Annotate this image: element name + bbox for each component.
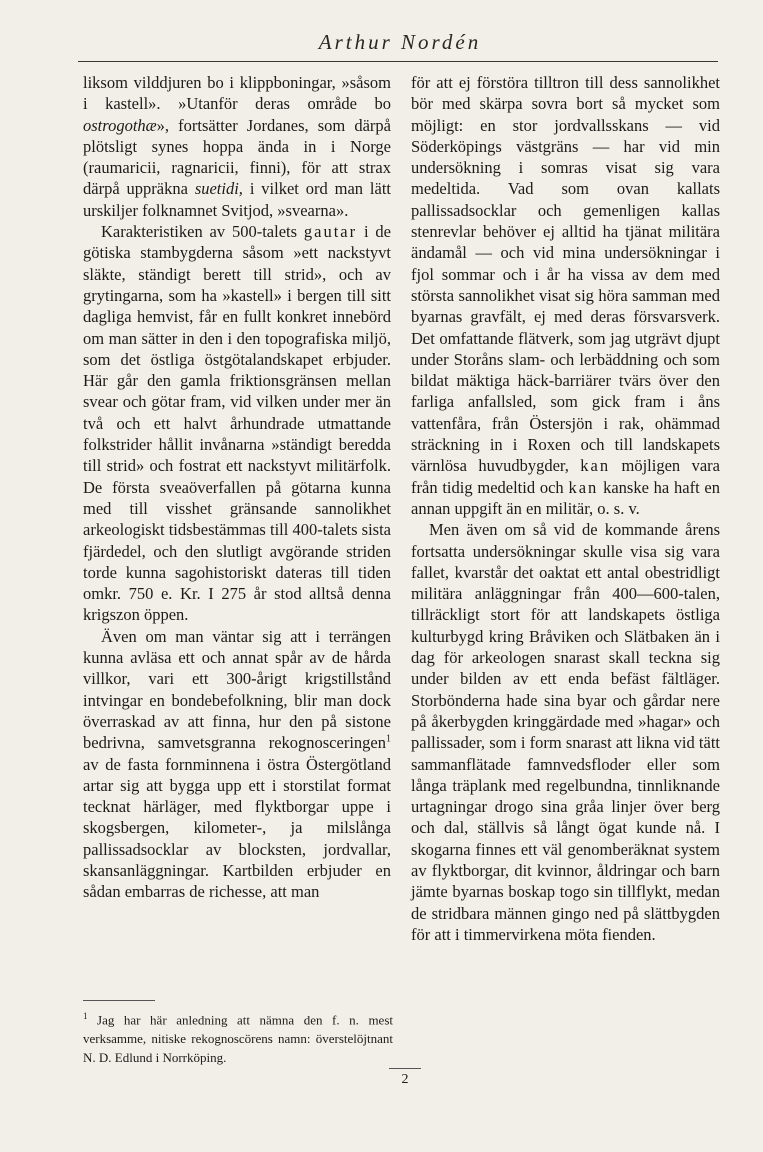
paragraph — [83, 626, 391, 903]
header-rule — [78, 61, 718, 62]
footnote-text: Jag har här anledning att nämna den f. n. mest verksamme, nitiske rekognoscörens namn: överstelöjtnant N. D. Edlund i Norrköping. — [83, 1012, 393, 1066]
page-number-rule — [389, 1068, 421, 1069]
footnote-reference[interactable]: 1 — [386, 733, 391, 745]
paragraph — [411, 72, 720, 519]
text-span: av de fasta fornminnena i östra Östergötland artar sig att bygga upp ett i storstilat format tecknat härläger, med flyktborgar uppe i skogsbergen, kilometer-, ja milslånga pallissadsocklar av blocksten, jordvallar, skansanläggningar. Kartbilden erbjuder en sådan embarras de richesse, att man — [83, 754, 391, 902]
paragraph — [83, 221, 391, 626]
right-column — [411, 72, 720, 945]
running-header: Arthur Nordén — [318, 30, 482, 54]
text-span: liksom vilddjuren bo i klippboningar, »såsom i kastell». »Utanför deras område bo — [83, 73, 391, 114]
spaced-text: kan — [580, 456, 611, 476]
text-span: i vilket ord man lätt urskiljer folknamnet Svitjod, »svearna». — [83, 179, 391, 220]
paragraph — [83, 72, 391, 221]
text-span: kanske ha haft en annan uppgift än en militär, o. s. v. — [411, 477, 721, 518]
text-span: för att ej förstöra tilltron till dess sannolikhet bör med skärpa sovra bort så mycket som möjligt: en stor jordvallsskans — vid Söderköpings västgräns — har vid min undersökning i somras visat sig vara medeltida. Vad som ovan kallats pallissadsocklar och gemenligen kallas stenrevlar behöver ej alltid ha tjänat militära ändamål — och vid mina undersökningar i fjol sommar och i år ha vissa av dem med största sannolikhet visat sig höra samman med byarnas gravfält, ej med deras försvarsverk. Det omfattande flätverk, som jag utgrävt djupt under Storåns slam- och lerbäddning och som bildat mäktiga häck-barriärer tvärs över den farliga anfallsled, som gick fram i åns vattenfåra, från Östersjön i rak, ohämmad sträckning in i Roxen och till landskapets värnlösa huvudbygder, — [411, 73, 720, 476]
footnote — [83, 1007, 393, 1067]
text-span: Karakteristiken av 500-talets — [101, 222, 304, 242]
spaced-text: kan — [568, 477, 599, 497]
text-span: i de götiska stambygderna såsom »ett nackstyvt släkte, ständigt berett till strid», och av grytingarna, som ha »kastell» i bergen till sitt dagliga hemvist, får en fullt konkret innebörd om man sätter in den i den topografiska miljö, som det östliga östgötalandskapet erbjuder. Här går den gamla friktionsgränsen mellan svear och götar fram, vid vilken under mer än två och ett halvt århundrade utmattande folkstrider hållit invånarna »ständigt beredda till strid» och fostrat ett nackstyvt militärfolk. De första sveaöverfallen på götarna kunna med till visshet gränsande sannolikhet arkeologiskt tidsbestämmas till 400-talets sista fjärdedel, och den slutligt avgörande striden torde kunna sagohistoriskt dateras till tiden omkr. 750 e. Kr. I 275 år stod alltså denna krigszon öppen. — [83, 222, 391, 625]
spaced-text: gautar — [303, 222, 358, 242]
italic-text: suetidi, — [194, 179, 243, 199]
text-span: Men även om så vid de kommande årens fortsatta undersökningar skulle visa sig vara fallet, kvarstår det oaktat ett antal obestridligt militära anläggningar från 400—600-talen, tillräckligt stort för att landskapets östliga kulturbygd kring Bråviken och Slätbaken än i dag för arkeologen snarast skall teckna sig under bilden av ett enda befäst fältläger. Storbönderna hade sina byar och gårdar nere på åkerbygden kringgärdade med »hagar» och pallissader, som i form snarast att likna vid tätt sammanflätade famnvedsfloder eller som långa träplank med regelbundna, tinnliknande urtagningar drogo sina gråa linjer över berg och dal, ställvis så långt ögat kunde nå. I skogarna finnes ett väl genomberäknat system av flyktborgar, dit kvinnor, åldringar och barn jämte byarnas boskap togo sin tillflykt, medan de stridbara männen gingo ned på slättbygden för att i timmervirkena möta fienden. — [411, 520, 720, 944]
left-column — [83, 72, 391, 903]
text-span: möjligen vara från tidig medeltid och — [411, 456, 720, 497]
text-span: », fortsätter Jordanes, som därpå plötsligt synes hoppa ända in i Norge (raumaricii, ragnaricii, finni), för att strax därpå uppräkna — [83, 115, 391, 199]
italic-text: ostrogothæ — [83, 115, 157, 135]
text-span: Även om man väntar sig att i terrängen kunna avläsa ett och annat spår av de hårda villkor, vari ett 300-årigt krigstillstånd intvingar en bondebefolkning, blir man dock överraskad av att finna, hur den på sistone bedrivna, samvetsgranna rekognosceringen — [83, 626, 391, 753]
footnote-rule — [83, 1000, 155, 1001]
page-number: 2 — [401, 1072, 409, 1087]
footnote-marker: 1 — [83, 1011, 88, 1021]
paragraph — [411, 519, 720, 945]
